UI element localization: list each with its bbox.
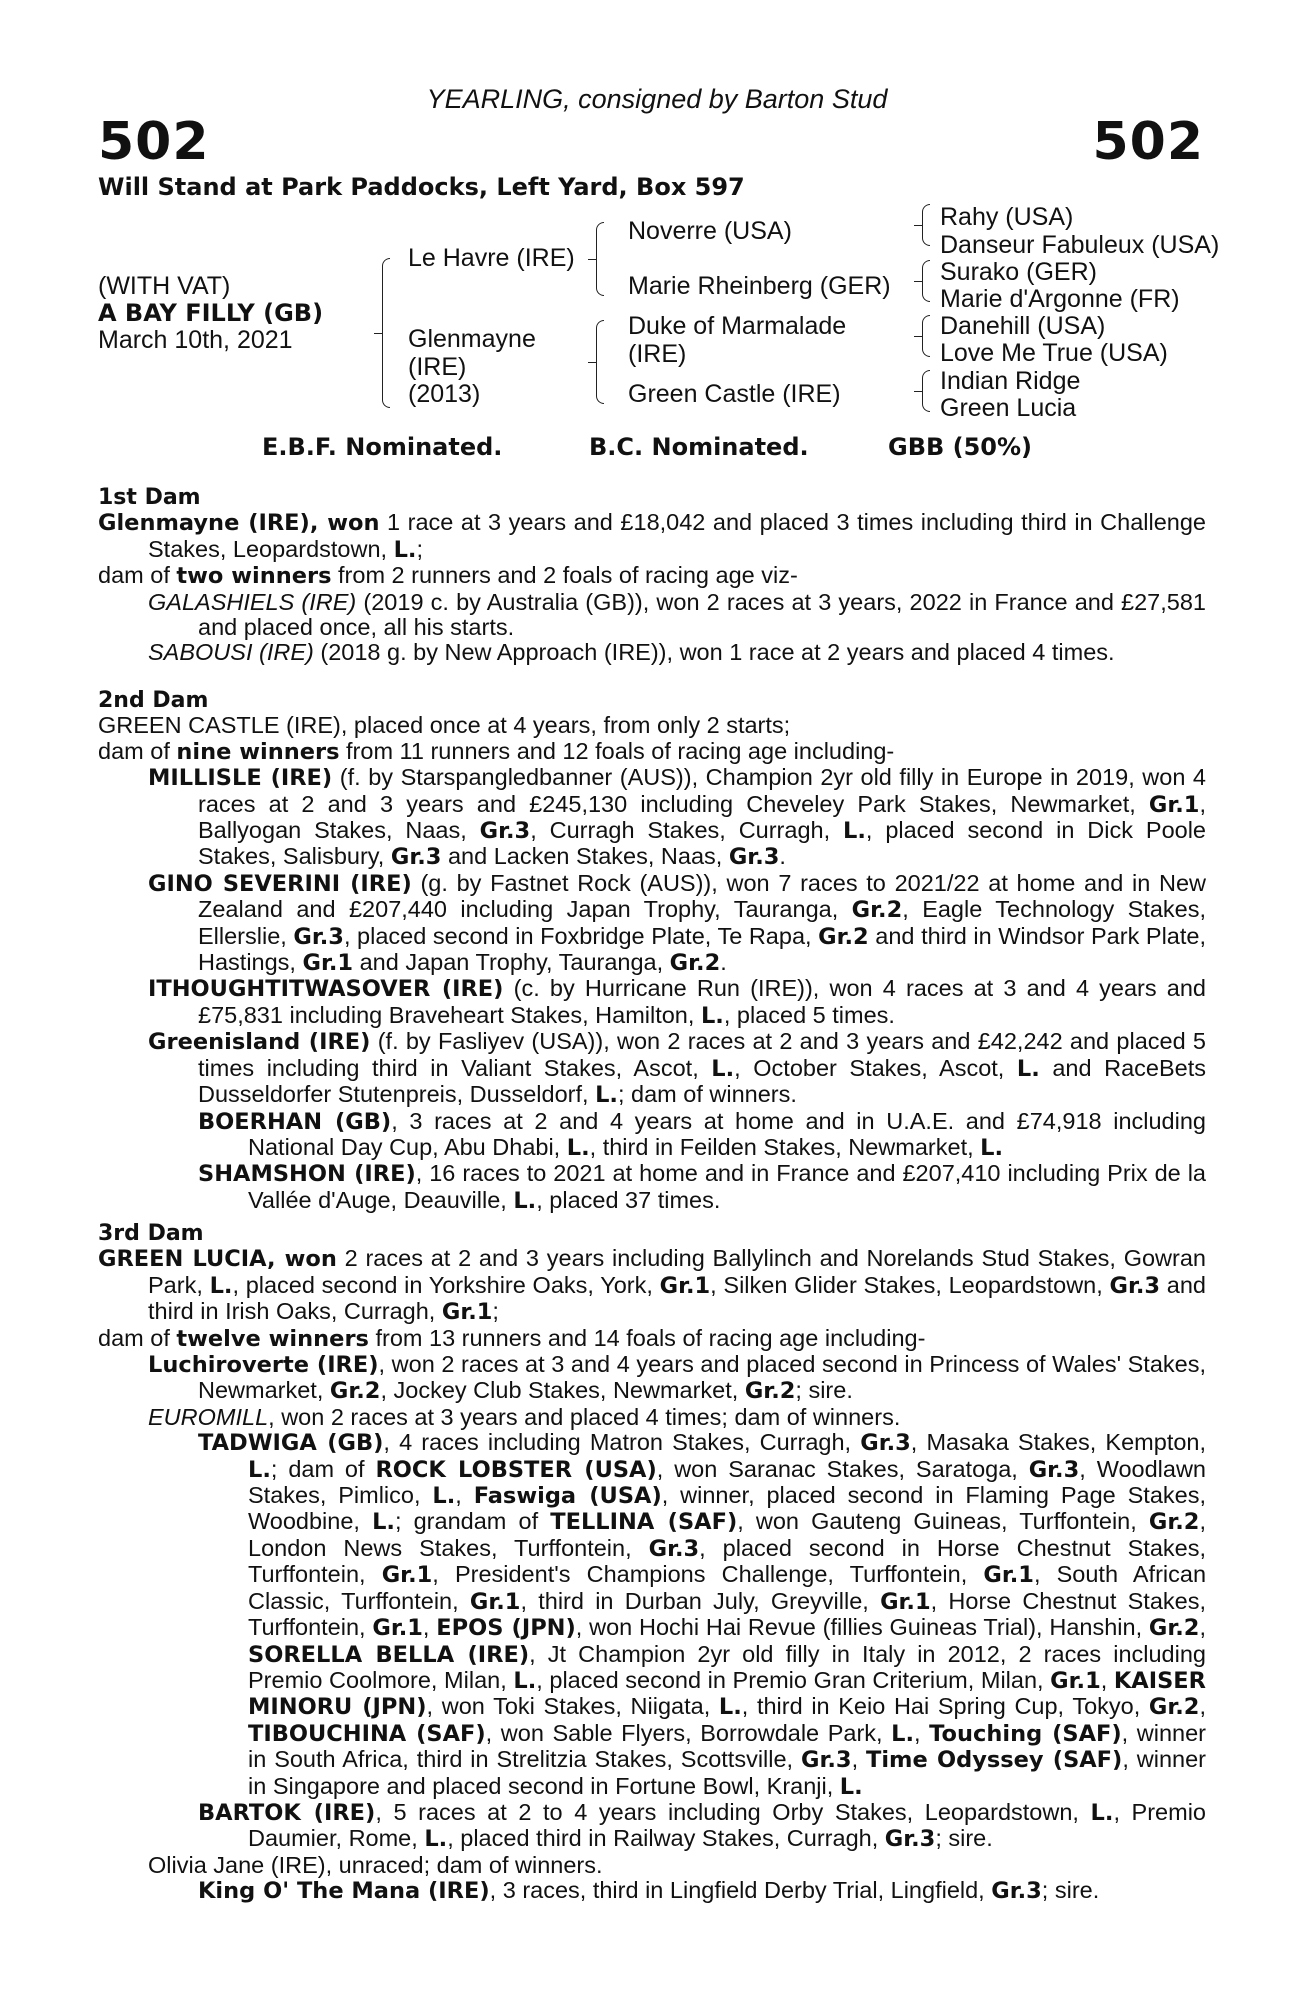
offspring-record — [198, 1161, 1206, 1214]
record-text: , won 2 races at 3 and 4 years and placed second in Princess of Wales' Stakes, Newmarket, — [198, 1351, 1207, 1404]
record-text: , Curragh Stakes, Curragh, — [530, 817, 844, 844]
dam-name: Glenmayne — [408, 325, 536, 353]
record-text: from 2 runners and 2 foals of racing age viz- — [331, 562, 798, 589]
pedigree-brace — [596, 222, 604, 296]
grade-label: Gr.2 — [818, 923, 869, 950]
offspring-record: Olivia Jane (IRE), unraced; dam of winners. — [148, 1851, 603, 1878]
lot-title: A BAY FILLY (GB) — [98, 299, 324, 327]
record-text: , — [1199, 1614, 1206, 1641]
grade-label: L. — [595, 1082, 618, 1109]
grandsire-3: Danehill (USA) — [940, 312, 1106, 340]
offspring-record — [148, 765, 1206, 871]
dam-name-country: (IRE) — [408, 353, 467, 381]
grade-label: Gr.1 — [1050, 1667, 1101, 1694]
record-text: ; sire. — [795, 1377, 853, 1404]
record-text: dam of — [98, 1324, 177, 1351]
record-text: , Silken Glider Stakes, Leopardstown, — [710, 1271, 1110, 1298]
gbb-note: GBB (50%) — [888, 433, 1033, 461]
pedigree-brace — [922, 260, 930, 302]
grade-label: Gr.2 — [669, 950, 721, 977]
record-text: , third in Durban July, Greyville, — [520, 1587, 881, 1614]
record-text: , Eagle Technology Stakes, Ellerslie, — [198, 896, 1206, 949]
grade-label: Gr.1 — [381, 1562, 433, 1589]
grade-label: Gr.1 — [441, 1299, 493, 1326]
lot-number-left: 502 — [98, 112, 210, 172]
grade-label: Gr.3 — [860, 1430, 911, 1457]
dam-sire: Duke of Marmalade — [628, 312, 847, 340]
grade-label: Gr.3 — [801, 1747, 852, 1774]
offspring-record — [148, 976, 1206, 1029]
horse-name: GREEN LUCIA, won — [98, 1246, 337, 1273]
section-heading: 2nd Dam — [98, 688, 209, 713]
offspring-record — [148, 1405, 1206, 1430]
horse-name: ROCK LOBSTER (USA) — [375, 1456, 657, 1483]
record-text: and third in Windsor Park Plate, Hastings, — [198, 922, 1206, 976]
sire-name: Le Havre (IRE) — [408, 244, 575, 272]
grade-label: Gr.1 — [659, 1272, 711, 1299]
ebf-nomination: E.B.F. Nominated. — [262, 433, 503, 461]
record-text: , Horse Chestnut Stakes, Turffontein, — [248, 1587, 1207, 1641]
grade-label: L. — [424, 1826, 448, 1853]
record-text: , placed second in Premio Gran Criterium, Milan, — [536, 1666, 1051, 1693]
record-text: 2 races at 2 and 3 years including Ballylinch and Norelands Stud Stakes, Gowran Park, — [148, 1245, 1206, 1298]
grade-label: Gr.3 — [991, 1878, 1042, 1905]
consignor-line: YEARLING, consigned by Barton Stud — [426, 84, 888, 114]
dam-record: GREEN CASTLE (IRE), placed once at 4 years, from only 2 starts; — [98, 712, 791, 739]
record-text: , won Saranac Stakes, Saratoga, — [656, 1455, 1029, 1482]
grade-label: Gr.3 — [479, 818, 531, 845]
record-text: from 13 runners and 14 foals of racing age including- — [368, 1324, 926, 1351]
record-text: , Jt Champion 2yr old filly in Italy in 2012, 2 races including Premio Coolmore, Milan, — [248, 1640, 1206, 1693]
vat-note: (WITH VAT) — [98, 272, 231, 300]
record-text: ; dam of winners. — [617, 1081, 797, 1108]
horse-name: KAISER MINORU (JPN) — [248, 1667, 1206, 1721]
record-text: 1 race at 3 years and £18,042 and placed 3 times including third in Challenge Stakes, Leopardstown, — [148, 509, 1206, 562]
record-text: , 4 races including Matron Stakes, Curragh, — [383, 1429, 861, 1456]
granddam-4: Green Lucia — [940, 394, 1077, 422]
dam-record — [98, 1246, 1206, 1325]
first-dam-section — [98, 485, 1206, 666]
record-text: , won Toki Stakes, Niigata, — [426, 1693, 719, 1720]
record-text: ; dam of — [270, 1455, 376, 1482]
pedigree-brace — [596, 320, 604, 404]
horse-name: Faswiga (USA) — [473, 1483, 662, 1510]
record-text: , Masaka Stakes, Kempton, — [910, 1429, 1207, 1456]
record-text: , Ballyogan Stakes, Naas, — [198, 790, 1206, 844]
record-text: , third in Feilden Stakes, Newmarket, — [589, 1133, 981, 1160]
pedigree-brace — [922, 370, 930, 412]
horse-name: King O' The Mana (IRE) — [198, 1878, 490, 1905]
sire-sire: Noverre (USA) — [628, 217, 792, 245]
record-text: , — [851, 1746, 866, 1773]
record-text: , 16 races to 2021 at home and in France and £207,410 including Prix de la Vallée d'Auge, Deauville, — [248, 1160, 1206, 1213]
grade-label: L. — [1090, 1799, 1114, 1826]
record-text: (f. by Starspangledbanner (AUS)), Champion 2yr old filly in Europe in 2019, won 4 races at 2 and 3 years and £245,130 including Cheveley Park Stakes, Newmarket, — [198, 764, 1207, 817]
grade-label: Gr.1 — [1148, 791, 1200, 818]
offspring-record — [148, 640, 1206, 665]
grade-label: L. — [718, 1694, 742, 1721]
horse-name: MILLISLE (IRE) — [148, 765, 333, 792]
record-text: , London News Stakes, Turffontein, — [248, 1508, 1206, 1561]
horse-name: SABOUSI (IRE) — [148, 639, 314, 666]
offspring-record — [198, 1800, 1206, 1853]
offspring-record — [198, 1430, 1206, 1800]
winners-count: two winners — [176, 563, 332, 590]
horse-name: Greenisland (IRE) — [148, 1029, 371, 1056]
grade-label: L. — [513, 1187, 537, 1214]
dam-record — [98, 510, 1206, 563]
produce-summary — [98, 1326, 1206, 1352]
record-text: , third in Keio Hai Spring Cup, Tokyo, — [741, 1693, 1149, 1720]
record-text: , won Gauteng Guineas, Turffontein, — [737, 1508, 1149, 1535]
sire-dam: Marie Rheinberg (GER) — [628, 272, 891, 300]
horse-name: ITHOUGHTITWASOVER (IRE) — [148, 976, 504, 1003]
record-text: , — [914, 1719, 930, 1746]
record-text: and third in Irish Oaks, Curragh, — [148, 1271, 1206, 1325]
horse-name: Time Odyssey (SAF) — [866, 1747, 1123, 1774]
bc-nomination: B.C. Nominated. — [589, 433, 809, 461]
grade-label: Gr.2 — [1148, 1509, 1200, 1536]
grade-label: L. — [513, 1667, 537, 1694]
grade-label: L. — [566, 1134, 590, 1161]
record-text: , South African Classic, Turffontein, — [248, 1561, 1207, 1614]
grade-label: Gr.2 — [851, 897, 903, 924]
section-heading: 3rd Dam — [98, 1221, 204, 1246]
horse-name: Luchiroverte (IRE) — [148, 1352, 379, 1379]
dam-dam: Green Castle (IRE) — [628, 380, 841, 408]
record-text: and RaceBets Dusseldorfer Stutenpreis, Dusseldorf, — [198, 1054, 1206, 1108]
grade-label: Gr.1 — [469, 1588, 521, 1615]
record-text: . — [779, 843, 786, 870]
record-text: , — [422, 1614, 437, 1641]
record-text: , — [1100, 1666, 1114, 1693]
record-text: , — [455, 1482, 474, 1509]
record-text: , Premio Daumier, Rome, — [248, 1798, 1206, 1852]
grade-label: L. — [891, 1720, 915, 1747]
record-text: , placed second in Foxbridge Plate, Te Rapa, — [343, 922, 819, 949]
produce-summary — [98, 739, 1206, 765]
grade-label: Gr.1 — [302, 950, 354, 977]
horse-name: SORELLA BELLA (IRE) — [248, 1641, 530, 1668]
granddam-3: Love Me True (USA) — [940, 339, 1168, 367]
horse-name: TIBOUCHINA (SAF) — [248, 1720, 486, 1747]
record-text: ; grandam of — [394, 1508, 551, 1535]
grade-label: L. — [209, 1272, 233, 1299]
offspring-record — [198, 1109, 1206, 1162]
pedigree-brace — [922, 315, 930, 357]
granddam-2: Marie d'Argonne (FR) — [940, 285, 1180, 313]
record-text: , placed third in Railway Stakes, Curragh, — [447, 1825, 885, 1852]
grade-label: Gr.1 — [372, 1615, 423, 1642]
record-text: (g. by Fastnet Rock (AUS)), won 7 races to 2021/22 at home and in New Zealand and £207,440 including Japan Trophy, Tauranga, — [198, 869, 1206, 923]
grade-label: Gr.3 — [1109, 1272, 1161, 1299]
record-text: , won Hochi Hai Revue (fillies Guineas Trial), Hanshin, — [575, 1614, 1149, 1641]
horse-name: TADWIGA (GB) — [198, 1430, 384, 1457]
grade-label: L. — [393, 536, 417, 563]
horse-name: BARTOK (IRE) — [198, 1799, 376, 1826]
grade-label: L. — [980, 1134, 1004, 1161]
grade-label: Gr.3 — [884, 1826, 936, 1853]
produce-summary — [98, 563, 1206, 589]
grade-label: L. — [700, 1002, 724, 1029]
record-text: , winner in Singapore and placed second in Fortune Bowl, Kranji, — [248, 1746, 1206, 1799]
horse-name: EPOS (JPN) — [436, 1615, 576, 1642]
record-text: , placed second in Horse Chestnut Stakes, Turffontein, — [248, 1534, 1206, 1588]
horse-name: BOERHAN (GB) — [198, 1108, 392, 1135]
grade-label: Gr.3 — [390, 844, 442, 871]
record-text: (c. by Hurricane Run (IRE)), won 4 races at 3 and 4 years and £75,831 including Braveheart Stakes, Hamilton, — [198, 975, 1206, 1028]
grade-label: Gr.2 — [744, 1378, 796, 1405]
lot-number-right: 502 — [1092, 112, 1204, 172]
record-text: , President's Champions Challenge, Turffontein, — [432, 1561, 984, 1588]
record-text: from 11 runners and 12 foals of racing age including- — [339, 737, 895, 764]
grade-label: Gr.1 — [880, 1588, 931, 1615]
record-text: , won 2 races at 3 years and placed 4 times; dam of winners. — [268, 1403, 901, 1430]
granddam-1: Danseur Fabuleux (USA) — [940, 231, 1220, 259]
horse-name: GINO SEVERINI (IRE) — [148, 870, 412, 897]
grade-label: Gr.1 — [983, 1562, 1034, 1589]
grade-label: L. — [372, 1509, 395, 1536]
record-text: and Lacken Stakes, Naas, — [441, 843, 729, 870]
record-text: (2018 g. by New Approach (IRE)), won 1 race at 2 years and placed 4 times. — [313, 639, 1115, 666]
grade-label: Gr.2 — [329, 1378, 381, 1405]
grade-label: Gr.3 — [1028, 1456, 1080, 1483]
offspring-record — [148, 871, 1206, 977]
record-text: , Woodlawn Stakes, Pimlico, — [248, 1455, 1206, 1509]
record-text: (f. by Fasliyev (USA)), won 2 races at 2 and 3 years and £42,242 and placed 5 times including third in Valiant Stakes, Ascot, — [198, 1028, 1206, 1081]
record-text: , 5 races at 2 to 4 years including Orby Stakes, Leopardstown, — [375, 1798, 1091, 1825]
record-text: , 3 races, third in Lingfield Derby Trial, Lingfield, — [489, 1877, 992, 1904]
record-text: ; — [492, 1298, 499, 1325]
grade-label: L. — [1016, 1055, 1040, 1082]
record-text: (2019 c. by Australia (GB)), won 2 races at 3 years, 2022 in France and £27,581 and placed once, all his starts. — [198, 588, 1206, 641]
record-text: ; sire. — [935, 1825, 993, 1852]
horse-name: SHAMSHON (IRE) — [198, 1161, 416, 1188]
grandsire-1: Rahy (USA) — [940, 203, 1074, 231]
grade-label: Gr.3 — [293, 923, 344, 950]
horse-name: EUROMILL — [148, 1403, 269, 1430]
horse-name: Glenmayne (IRE), won — [98, 510, 380, 537]
winners-count: nine winners — [176, 738, 340, 765]
grade-label: L. — [839, 1773, 863, 1800]
record-text: , placed second in Dick Poole Stakes, Salisbury, — [198, 817, 1206, 870]
pedigree-brace — [382, 258, 390, 408]
record-text: , won Sable Flyers, Borrowdale Park, — [485, 1719, 892, 1746]
record-text: , Jockey Club Stakes, Newmarket, — [380, 1377, 745, 1404]
winners-count: twelve winners — [176, 1325, 369, 1352]
grandsire-4: Indian Ridge — [940, 367, 1081, 395]
grade-label: L. — [248, 1456, 271, 1483]
grade-label: Gr.3 — [728, 844, 780, 871]
record-text: , placed 37 times. — [536, 1186, 721, 1213]
record-text: and Japan Trophy, Tauranga, — [353, 949, 670, 976]
record-text: , winner in South Africa, third in Strelitzia Stakes, Scottsville, — [248, 1719, 1206, 1773]
record-text: dam of — [98, 737, 177, 764]
grade-label: L. — [711, 1055, 735, 1082]
grade-label: Gr.2 — [1148, 1694, 1200, 1721]
offspring-record — [198, 1878, 1206, 1904]
horse-name: Touching (SAF) — [929, 1720, 1122, 1747]
record-text: , 3 races at 2 and 4 years at home and in U.A.E. and £74,918 including National Day Cup, Abu Dhabi, — [248, 1107, 1206, 1160]
record-text: dam of — [98, 562, 177, 589]
offspring-record — [148, 590, 1206, 641]
record-text: . — [720, 949, 727, 976]
horse-name: TELLINA (SAF) — [550, 1509, 738, 1536]
record-text: , placed second in Yorkshire Oaks, York, — [232, 1271, 660, 1298]
record-text: , October Stakes, Ascot, — [734, 1054, 1017, 1081]
dam-sire-country: (IRE) — [628, 340, 687, 368]
grandsire-2: Surako (GER) — [940, 258, 1097, 286]
grade-label: Gr.3 — [648, 1535, 700, 1562]
record-text: ; — [416, 535, 424, 562]
record-text: , winner, placed second in Flaming Page Stakes, Woodbine, — [248, 1482, 1206, 1535]
dam-year: (2013) — [408, 380, 481, 408]
offspring-record — [148, 1029, 1206, 1108]
grade-label: L. — [843, 818, 866, 845]
offspring-record — [148, 1352, 1206, 1405]
stand-location: Will Stand at Park Paddocks, Left Yard, Box 597 — [98, 173, 745, 201]
grade-label: L. — [432, 1483, 456, 1510]
horse-name: GALASHIELS (IRE) — [148, 588, 357, 615]
second-dam-section — [98, 688, 1206, 1214]
pedigree-brace — [922, 204, 930, 246]
record-text: , — [1199, 1693, 1206, 1720]
third-dam-section — [98, 1221, 1206, 1905]
foaling-date: March 10th, 2021 — [98, 326, 293, 354]
section-heading: 1st Dam — [98, 485, 201, 510]
grade-label: Gr.2 — [1148, 1615, 1200, 1642]
record-text: ; sire. — [1041, 1877, 1100, 1904]
record-text: , placed 5 times. — [723, 1001, 895, 1028]
